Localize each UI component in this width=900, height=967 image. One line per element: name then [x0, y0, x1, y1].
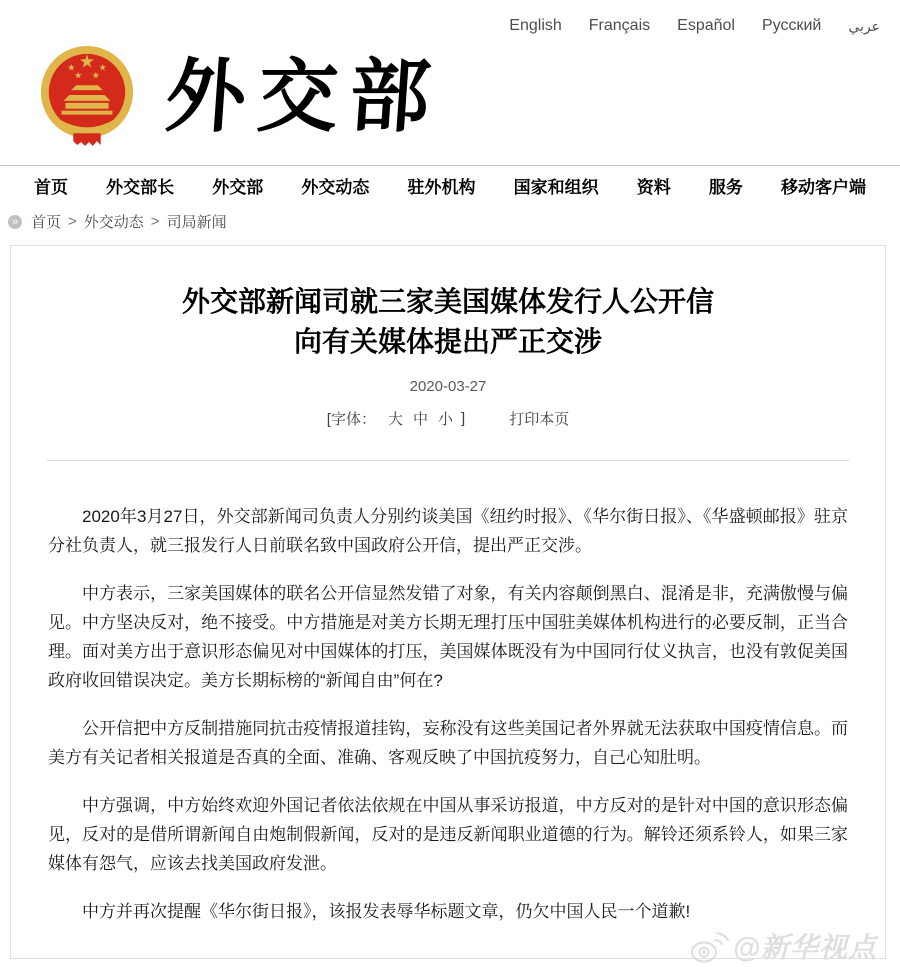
font-size-small-button[interactable]: 小	[438, 411, 454, 428]
nav-item-resources[interactable]: 资料	[636, 178, 671, 197]
breadcrumb-arrow-icon: »	[8, 215, 22, 229]
nav-item-mobile-client[interactable]: 移动客户端	[781, 178, 866, 197]
national-emblem-icon	[38, 44, 136, 148]
weibo-watermark	[690, 926, 877, 966]
lang-espanol[interactable]: Español	[677, 17, 735, 34]
breadcrumb-separator: >	[68, 213, 77, 230]
paragraph: 中方强调，中方始终欢迎外国记者依法依规在中国从事采访报道，中方反对的是针对中国的意识形态偏见，反对的是借所谓新闻自由炮制假新闻，反对的是违反新闻职业道德的行为。解铃还须系铃人，如果三家媒体有怨气，应该去找美国政府发泄。	[48, 796, 848, 873]
article-container	[10, 245, 886, 963]
weibo-icon	[690, 928, 730, 964]
breadcrumb-home[interactable]: 首页	[31, 214, 62, 231]
ministry-name-calligraphy: 外交部	[162, 49, 446, 143]
article-date: 2020-03-27	[409, 378, 487, 395]
nav-item-missions-abroad[interactable]: 驻外机构	[407, 178, 476, 197]
lang-russian[interactable]: Русский	[761, 17, 822, 34]
print-page-button[interactable]: 打印本页	[509, 411, 570, 428]
nav-item-services[interactable]: 服务	[708, 178, 743, 197]
article-title	[51, 282, 845, 362]
font-size-label-close: ]	[461, 410, 466, 427]
article-controls	[11, 408, 885, 429]
paragraph: 中方表示，三家美国媒体的联名公开信显然发错了对象，有关内容颠倒黑白、混淆是非，充满傲慢与偏见。中方坚决反对，绝不接受。中方措施是对美方长期无理打压中国驻美媒体机构进行的必要反制，正当合理。面对美方出于意识形态偏见对中国媒体的打压，美国媒体既没有为中国同行仗义执言，也没有敦促美国政府收回错误决定。美方长期标榜的“新闻自由”何在?	[48, 584, 848, 690]
main-nav	[0, 173, 900, 198]
lang-arabic[interactable]: عربي	[848, 17, 880, 34]
nav-item-countries-orgs[interactable]: 国家和组织	[513, 178, 599, 197]
article-title-line1: 外交部新闻司就三家美国媒体发行人公开信	[181, 286, 714, 317]
breadcrumb	[8, 211, 227, 232]
font-size-label: [字体：	[326, 411, 376, 428]
paragraph: 中方并再次提醒《华尔街日报》，该报发表辱华标题文章，仍欠中国人民一个道歉!	[82, 902, 691, 921]
font-size-large-button[interactable]: 大	[387, 411, 403, 428]
article-body	[11, 461, 885, 926]
nav-item-ministry[interactable]: 外交部	[212, 178, 264, 197]
font-size-medium-button[interactable]: 中	[412, 411, 428, 428]
nav-item-activities[interactable]: 外交动态	[301, 178, 370, 197]
nav-divider	[0, 165, 900, 166]
nav-item-home[interactable]: 首页	[34, 178, 68, 197]
ministry-logo[interactable]	[38, 44, 446, 148]
lang-english[interactable]: English	[509, 17, 562, 34]
paragraph: 公开信把中方反制措施同抗击疫情报道挂钩，妄称没有这些美国记者外界就无法获取中国疫情信息。而美方有关记者相关报道是否真的全面、准确、客观反映了中国抗疫努力，自己心知肚明。	[48, 719, 848, 767]
paragraph: 2020年3月27日，外交部新闻司负责人分别约谈美国《纽约时报》、《华尔街日报》、《华盛顿邮报》驻京分社负责人，就三报发行人日前联名致中国政府公开信，提出严正交涉。	[48, 507, 848, 555]
article-title-line2: 向有关媒体提出严正交涉	[293, 326, 602, 357]
nav-item-minister[interactable]: 外交部长	[106, 178, 175, 197]
breadcrumb-separator: >	[150, 213, 160, 230]
breadcrumb-current: 司局新闻	[166, 214, 227, 231]
language-bar	[509, 17, 880, 35]
lang-francais[interactable]: Français	[588, 17, 651, 34]
breadcrumb-activities[interactable]: 外交动态	[83, 214, 144, 231]
watermark-text: @新华视点	[732, 932, 877, 963]
